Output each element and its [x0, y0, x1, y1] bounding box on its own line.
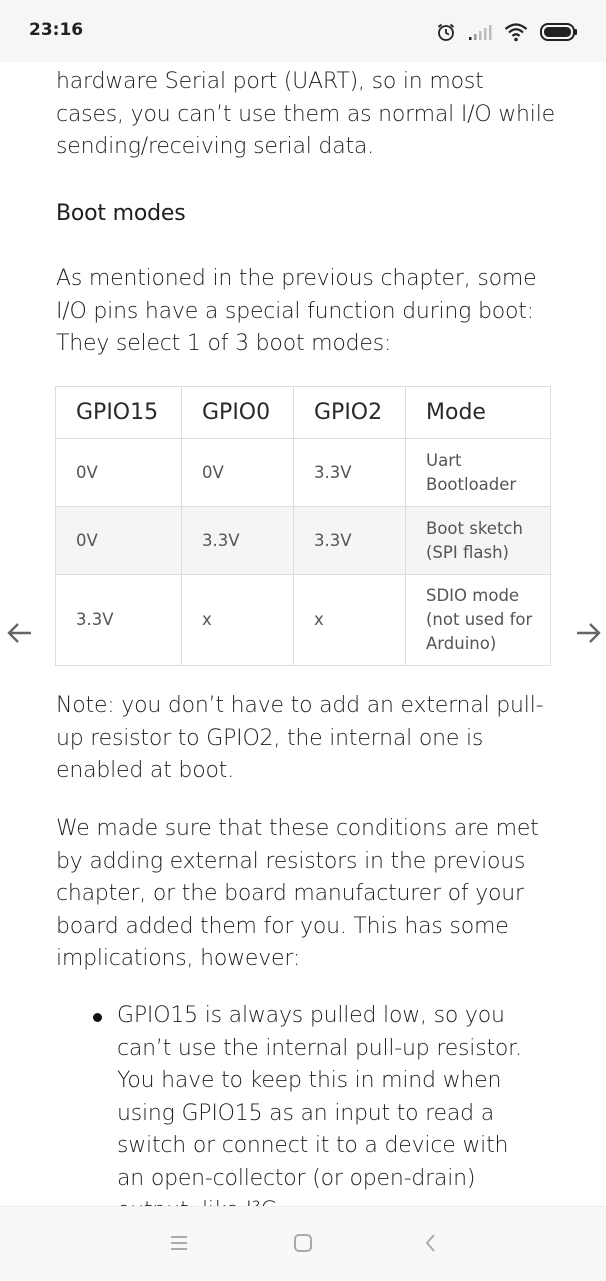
- boot-intro-paragraph: As mentioned in the previous chapter, some I/O pins have a special function during boot: They select 1 of 3 boot modes:: [56, 266, 537, 356]
- intro-paragraph: hardware Serial port (UART), so in most cases, you can’t use them as normal I/O while sending/receiving serial data.: [56, 69, 555, 159]
- list-item-text: GPIO15 is always pulled low, so you can’t use the internal pull-up resistor. You have to keep this in mind when using GPIO15 as an input to read a switch or connect it to a device with an open-collector (or open-drain): [117, 1003, 522, 1191]
- article-content[interactable]: [0, 62, 606, 1206]
- battery-icon: [540, 22, 578, 42]
- implications-list: [0, 1000, 606, 1228]
- note-paragraph: Note: you don’t have to add an external pull-up resistor to GPIO2, the internal one is enabled at boot.: [56, 693, 544, 783]
- conditions-paragraph: We made sure that these conditions are met by adding external resistors in the previous chapter, or the board manufacturer of your board added them for you. This has some implications, however:: [56, 816, 539, 971]
- system-nav-bar: [0, 1206, 606, 1281]
- table-cell: 0V: [56, 439, 182, 507]
- table-row: [56, 507, 551, 575]
- back-icon[interactable]: [419, 1231, 443, 1255]
- list-item: [0, 1000, 537, 1228]
- table-header-cell: GPIO2: [294, 387, 406, 439]
- table-cell: 3.3V: [56, 575, 182, 666]
- arrow-left-icon[interactable]: [5, 618, 35, 648]
- table-cell: x: [294, 575, 406, 666]
- status-time: 23:16: [29, 20, 84, 40]
- table-row: [56, 575, 551, 666]
- alarm-icon: [436, 22, 456, 42]
- section-heading: Boot modes: [56, 201, 186, 226]
- table-header-cell: GPIO15: [56, 387, 182, 439]
- menu-icon[interactable]: [167, 1231, 191, 1255]
- table-cell: Boot sketch (SPI flash): [406, 507, 551, 575]
- bullet-dot-icon: [93, 1013, 102, 1022]
- table-header-cell: Mode: [406, 387, 551, 439]
- table-cell: SDIO mode (not used for Arduino): [406, 575, 551, 666]
- table-cell: Uart Bootloader: [406, 439, 551, 507]
- arrow-right-icon[interactable]: [573, 618, 603, 648]
- table-row: [56, 439, 551, 507]
- table-cell: x: [182, 575, 294, 666]
- table-header-cell: GPIO0: [182, 387, 294, 439]
- status-icons: [436, 18, 578, 46]
- table-cell: 3.3V: [182, 507, 294, 575]
- status-bar: [0, 0, 606, 62]
- boot-modes-table: [55, 386, 551, 666]
- wifi-icon: [504, 22, 528, 42]
- table-cell: 0V: [182, 439, 294, 507]
- table-cell: 3.3V: [294, 507, 406, 575]
- table-header-row: [56, 387, 551, 439]
- table-cell: 3.3V: [294, 439, 406, 507]
- home-icon[interactable]: [291, 1231, 315, 1255]
- signal-icon: [468, 23, 492, 41]
- table-cell: 0V: [56, 507, 182, 575]
